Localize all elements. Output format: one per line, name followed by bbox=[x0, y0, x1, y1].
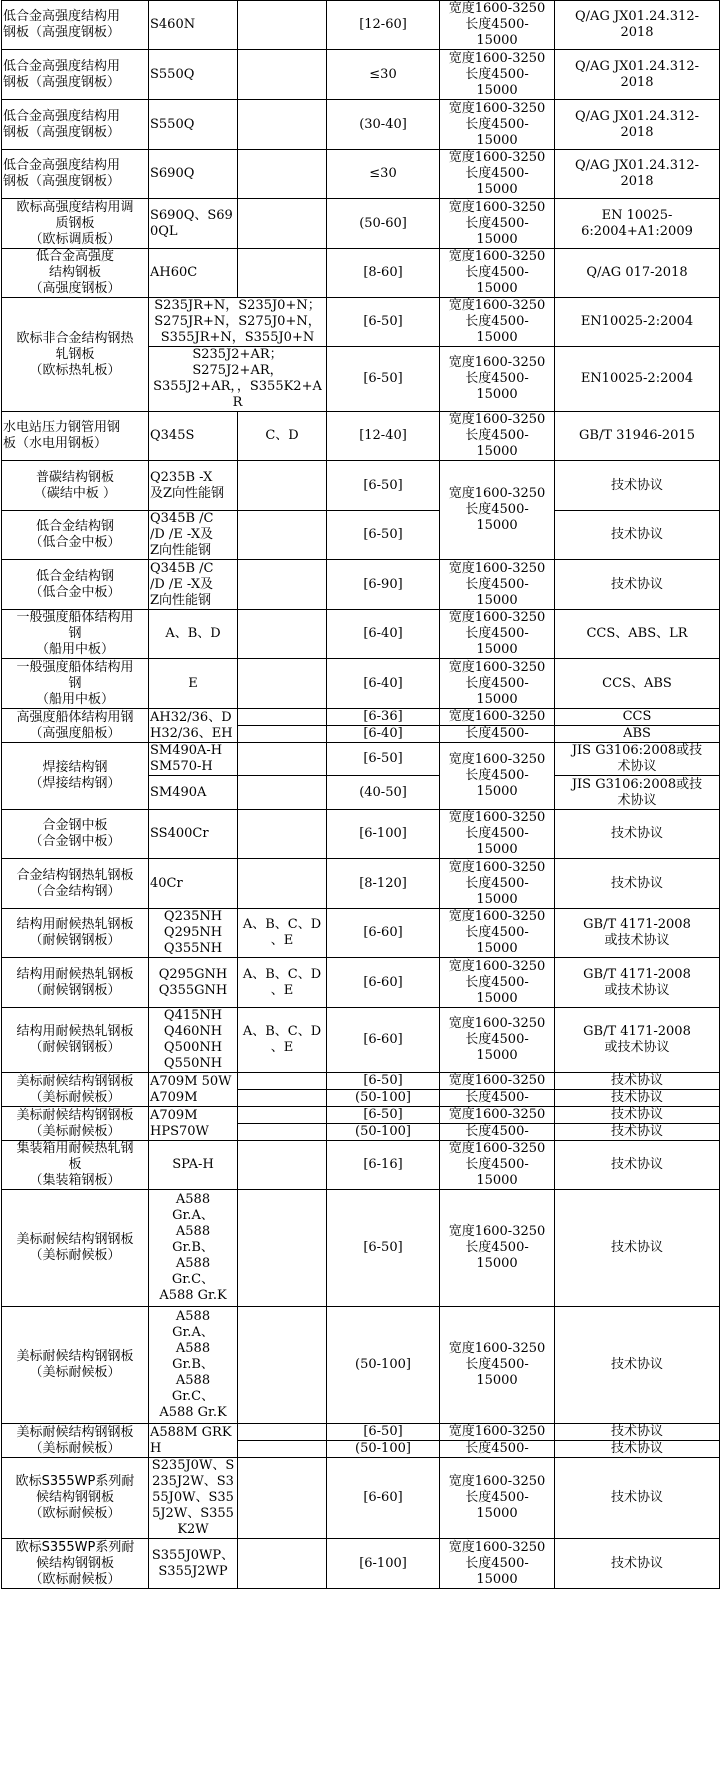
table-row bbox=[2, 1458, 720, 1539]
table-cell: SM490A bbox=[149, 776, 238, 810]
table-cell: (40-50] bbox=[327, 776, 440, 810]
table-cell: 技术协议 bbox=[555, 1073, 720, 1090]
table-cell: A588 Gr.A、 A588 Gr.B、 A588 Gr.C、 A588 Gr.K bbox=[149, 1307, 238, 1424]
table-cell bbox=[238, 150, 327, 199]
table-cell: 宽度1600-3250 长度4500- 15000 bbox=[440, 1190, 555, 1307]
table-cell: 宽度1600-3250 长度4500- 15000 bbox=[440, 1141, 555, 1190]
table-cell: [6-50] bbox=[327, 1073, 440, 1090]
table-cell: [6-50] bbox=[327, 743, 440, 776]
table-cell: A、B、D bbox=[149, 610, 238, 659]
table-cell: 40Cr bbox=[149, 859, 238, 909]
table-cell: 低合金高强度结构用 钢板（高强度钢板） bbox=[2, 150, 149, 199]
table-cell bbox=[238, 1190, 327, 1307]
table-cell: A、B、C、D 、E bbox=[238, 958, 327, 1008]
table-cell bbox=[238, 1441, 327, 1458]
table-cell: 宽度1600-3250 长度4500- 15000 bbox=[440, 743, 555, 810]
spec-table-body bbox=[2, 1, 720, 1589]
table-cell bbox=[238, 1124, 327, 1141]
table-cell: [12-60] bbox=[327, 1, 440, 50]
table-cell: (50-100] bbox=[327, 1124, 440, 1141]
table-cell: 宽度1600-3250 长度4500- 15000 bbox=[440, 560, 555, 610]
table-row bbox=[2, 461, 720, 511]
table-cell: CCS、ABS、LR bbox=[555, 610, 720, 659]
table-cell: 宽度1600-3250 长度4500- 15000 bbox=[440, 412, 555, 461]
table-cell: (50-100] bbox=[327, 1441, 440, 1458]
table-cell: A、B、C、D 、E bbox=[238, 1008, 327, 1073]
table-cell: [6-100] bbox=[327, 810, 440, 859]
table-cell: JIS G3106:2008或技 术协议 bbox=[555, 776, 720, 810]
table-cell bbox=[238, 709, 327, 726]
table-cell: 宽度1600-3250 长度4500- 15000 bbox=[440, 859, 555, 909]
table-cell: S550Q bbox=[149, 50, 238, 100]
table-cell: (50-100] bbox=[327, 1307, 440, 1424]
table-row bbox=[2, 709, 720, 726]
table-row bbox=[2, 511, 720, 560]
table-cell: Q345S bbox=[149, 412, 238, 461]
table-cell: [6-50] bbox=[327, 1190, 440, 1307]
table-cell bbox=[238, 659, 327, 709]
table-cell: ≤30 bbox=[327, 50, 440, 100]
table-cell: 宽度1600-3250 长度4500- 15000 bbox=[440, 347, 555, 412]
table-cell: 技术协议 bbox=[555, 810, 720, 859]
table-cell: 高强度船体结构用钢 （高强度船板） bbox=[2, 709, 149, 743]
table-cell: S235J0W、S 235J2W、S3 55J0W、S35 5J2W、S355 K2W bbox=[149, 1458, 238, 1539]
table-cell: 结构用耐候热轧钢板 （耐候钢钢板） bbox=[2, 909, 149, 958]
table-cell: S235J2+AR； S275J2+AR， S355J2+AR，，S355K2+AR bbox=[149, 347, 327, 412]
table-row bbox=[2, 909, 720, 958]
table-cell: [6-50] bbox=[327, 298, 440, 347]
table-cell: [6-50] bbox=[327, 461, 440, 511]
table-cell: ≤30 bbox=[327, 150, 440, 199]
table-cell bbox=[238, 461, 327, 511]
table-cell bbox=[238, 1458, 327, 1539]
table-cell: 美标耐候结构钢钢板 （美标耐候板） bbox=[2, 1073, 149, 1107]
table-cell: S550Q bbox=[149, 100, 238, 150]
table-cell bbox=[238, 1073, 327, 1090]
table-cell: 宽度1600-3250 长度4500- 15000 bbox=[440, 1539, 555, 1589]
table-cell: [6-16] bbox=[327, 1141, 440, 1190]
table-row bbox=[2, 249, 720, 298]
table-cell: Q345B /C /D /E -X及 Z向性能钢 bbox=[149, 511, 238, 560]
table-cell: [12-40] bbox=[327, 412, 440, 461]
table-cell: CCS、ABS bbox=[555, 659, 720, 709]
table-cell: E bbox=[149, 659, 238, 709]
table-cell: [6-36] bbox=[327, 709, 440, 726]
table-row bbox=[2, 412, 720, 461]
table-cell: GB/T 4171-2008 或技术协议 bbox=[555, 909, 720, 958]
table-cell: GB/T 4171-2008 或技术协议 bbox=[555, 1008, 720, 1073]
table-cell: 技术协议 bbox=[555, 1124, 720, 1141]
table-cell: SM490A-H SM570-H bbox=[149, 743, 238, 776]
table-cell bbox=[238, 810, 327, 859]
table-cell: 技术协议 bbox=[555, 511, 720, 560]
table-cell: [6-60] bbox=[327, 1008, 440, 1073]
table-row bbox=[2, 1, 720, 50]
table-cell: 结构用耐候热轧钢板 （耐候钢钢板） bbox=[2, 1008, 149, 1073]
table-cell: 技术协议 bbox=[555, 1141, 720, 1190]
table-cell: 合金结构钢热轧钢板 （合金结构钢） bbox=[2, 859, 149, 909]
table-cell: 宽度1600-3250 bbox=[440, 1073, 555, 1090]
table-cell: CCS bbox=[555, 709, 720, 726]
table-cell: EN 10025- 6:2004+A1:2009 bbox=[555, 199, 720, 249]
table-cell: A、B、C、D 、E bbox=[238, 909, 327, 958]
table-row bbox=[2, 659, 720, 709]
table-cell: 宽度1600-3250 长度4500- 15000 bbox=[440, 249, 555, 298]
table-cell: Q/AG JX01.24.312- 2018 bbox=[555, 100, 720, 150]
table-cell: 技术协议 bbox=[555, 560, 720, 610]
table-cell: 低合金结构钢 （低合金中板） bbox=[2, 560, 149, 610]
table-cell: 宽度1600-3250 长度4500- 15000 bbox=[440, 298, 555, 347]
table-cell: 合金钢中板 （合金钢中板） bbox=[2, 810, 149, 859]
table-cell: 技术协议 bbox=[555, 1539, 720, 1589]
table-row bbox=[2, 1539, 720, 1589]
table-cell: [6-60] bbox=[327, 1458, 440, 1539]
table-cell bbox=[238, 1539, 327, 1589]
table-cell: 欧标非合金结构钢热 轧钢板 （欧标热轧板） bbox=[2, 298, 149, 412]
table-cell: 低合金高强度 结构钢板 （高强度钢板） bbox=[2, 249, 149, 298]
steel-plate-spec-table bbox=[1, 0, 720, 1589]
table-cell bbox=[238, 610, 327, 659]
table-cell: [8-120] bbox=[327, 859, 440, 909]
table-cell: 技术协议 bbox=[555, 1458, 720, 1539]
table-cell: 普碳结构钢板 （碳结中板 ） bbox=[2, 461, 149, 511]
table-cell: ABS bbox=[555, 726, 720, 743]
table-cell: 美标耐候结构钢钢板 （美标耐候板） bbox=[2, 1307, 149, 1424]
table-cell: 欧标S355WP系列耐 候结构钢钢板 （欧标耐候板） bbox=[2, 1539, 149, 1589]
table-cell: 技术协议 bbox=[555, 1090, 720, 1107]
table-row bbox=[2, 150, 720, 199]
table-cell: Q/AG JX01.24.312- 2018 bbox=[555, 1, 720, 50]
table-cell: 宽度1600-3250 bbox=[440, 1424, 555, 1441]
table-cell: Q345B /C /D /E -X及 Z向性能钢 bbox=[149, 560, 238, 610]
table-cell: Q415NH Q460NH Q500NH Q550NH bbox=[149, 1008, 238, 1073]
table-cell: Q235NH Q295NH Q355NH bbox=[149, 909, 238, 958]
table-cell: 宽度1600-3250 长度4500- 15000 bbox=[440, 659, 555, 709]
table-cell bbox=[238, 743, 327, 776]
table-cell bbox=[238, 560, 327, 610]
table-cell: 宽度1600-3250 长度4500- 15000 bbox=[440, 909, 555, 958]
table-cell: 宽度1600-3250 长度4500- 15000 bbox=[440, 1307, 555, 1424]
table-row bbox=[2, 1307, 720, 1424]
table-cell: AH60C bbox=[149, 249, 238, 298]
table-row bbox=[2, 1073, 720, 1090]
table-cell: (50-100] bbox=[327, 1090, 440, 1107]
table-cell: C、D bbox=[238, 412, 327, 461]
table-cell: 宽度1600-3250 长度4500- 15000 bbox=[440, 958, 555, 1008]
table-cell: 技术协议 bbox=[555, 859, 720, 909]
table-cell: [6-60] bbox=[327, 958, 440, 1008]
table-cell: A588M GRKH bbox=[149, 1424, 238, 1458]
table-cell: 宽度1600-3250 长度4500- 15000 bbox=[440, 100, 555, 150]
table-row bbox=[2, 199, 720, 249]
table-row bbox=[2, 1190, 720, 1307]
table-cell: 一般强度船体结构用 钢 （船用中板） bbox=[2, 610, 149, 659]
table-cell: [6-60] bbox=[327, 909, 440, 958]
table-cell: 美标耐候结构钢钢板 （美标耐候板） bbox=[2, 1424, 149, 1458]
table-cell bbox=[238, 100, 327, 150]
table-cell: [6-100] bbox=[327, 1539, 440, 1589]
table-cell: 宽度1600-3250 长度4500- 15000 bbox=[440, 1008, 555, 1073]
table-cell: [6-50] bbox=[327, 1107, 440, 1124]
table-row bbox=[2, 1107, 720, 1124]
table-row bbox=[2, 1008, 720, 1073]
table-cell: 技术协议 bbox=[555, 1441, 720, 1458]
table-cell: (30-40] bbox=[327, 100, 440, 150]
table-cell: 结构用耐候热轧钢板 （耐候钢钢板） bbox=[2, 958, 149, 1008]
table-cell bbox=[238, 726, 327, 743]
table-cell: [6-40] bbox=[327, 726, 440, 743]
table-cell: 低合金结构钢 （低合金中板） bbox=[2, 511, 149, 560]
table-cell: 技术协议 bbox=[555, 1107, 720, 1124]
table-row bbox=[2, 50, 720, 100]
table-cell: GB/T 31946-2015 bbox=[555, 412, 720, 461]
table-cell: EN10025-2:2004 bbox=[555, 347, 720, 412]
table-cell bbox=[238, 249, 327, 298]
table-cell: 宽度1600-3250 长度4500- 15000 bbox=[440, 1, 555, 50]
table-row bbox=[2, 100, 720, 150]
table-cell: 一般强度船体结构用 钢 （船用中板） bbox=[2, 659, 149, 709]
table-row bbox=[2, 298, 720, 347]
table-cell: [6-90] bbox=[327, 560, 440, 610]
table-cell: 欧标S355WP系列耐 候结构钢钢板 （欧标耐候板） bbox=[2, 1458, 149, 1539]
table-cell: S355J0WP、 S355J2WP bbox=[149, 1539, 238, 1589]
table-cell: 低合金高强度结构用 钢板（高强度钢板） bbox=[2, 50, 149, 100]
table-cell: Q/AG JX01.24.312- 2018 bbox=[555, 150, 720, 199]
table-cell: S690Q、S69 0QL bbox=[149, 199, 238, 249]
table-cell: 宽度1600-3250 长度4500- 15000 bbox=[440, 810, 555, 859]
table-cell: 长度4500- bbox=[440, 726, 555, 743]
table-cell: [6-50] bbox=[327, 1424, 440, 1441]
table-cell: 长度4500- bbox=[440, 1441, 555, 1458]
table-cell: 宽度1600-3250 bbox=[440, 709, 555, 726]
table-cell bbox=[238, 1141, 327, 1190]
table-row bbox=[2, 560, 720, 610]
table-cell: 低合金高强度结构用 钢板（高强度钢板） bbox=[2, 100, 149, 150]
table-cell: 技术协议 bbox=[555, 1307, 720, 1424]
table-cell: 水电站压力钢管用钢 板（水电用钢板） bbox=[2, 412, 149, 461]
table-cell bbox=[238, 859, 327, 909]
table-cell: 长度4500- bbox=[440, 1124, 555, 1141]
table-cell: 技术协议 bbox=[555, 461, 720, 511]
table-cell: 美标耐候结构钢钢板 （美标耐候板） bbox=[2, 1190, 149, 1307]
table-cell: 宽度1600-3250 长度4500- 15000 bbox=[440, 50, 555, 100]
table-row bbox=[2, 810, 720, 859]
table-cell bbox=[238, 1107, 327, 1124]
table-cell: 宽度1600-3250 长度4500- 15000 bbox=[440, 610, 555, 659]
table-cell bbox=[238, 776, 327, 810]
table-row bbox=[2, 1424, 720, 1441]
table-cell: 宽度1600-3250 bbox=[440, 1107, 555, 1124]
table-cell: 焊接结构钢 （焊接结构钢） bbox=[2, 743, 149, 810]
table-cell: 长度4500- bbox=[440, 1090, 555, 1107]
table-row bbox=[2, 859, 720, 909]
table-cell: 技术协议 bbox=[555, 1190, 720, 1307]
table-cell: [6-50] bbox=[327, 347, 440, 412]
table-cell: 宽度1600-3250 长度4500- 15000 bbox=[440, 461, 555, 560]
table-cell: EN10025-2:2004 bbox=[555, 298, 720, 347]
table-cell bbox=[238, 50, 327, 100]
table-cell: SPA-H bbox=[149, 1141, 238, 1190]
table-cell: S235JR+N，S235J0+N； S275JR+N，S275J0+N， S355JR+N，S355J0+N bbox=[149, 298, 327, 347]
table-cell: [6-40] bbox=[327, 659, 440, 709]
table-cell: A588 Gr.A、 A588 Gr.B、 A588 Gr.C、 A588 Gr.K bbox=[149, 1190, 238, 1307]
table-cell bbox=[238, 1090, 327, 1107]
table-cell: Q/AG JX01.24.312- 2018 bbox=[555, 50, 720, 100]
table-cell: 欧标高强度结构用调 质钢板 （欧标调质板） bbox=[2, 199, 149, 249]
table-row bbox=[2, 610, 720, 659]
table-cell: 宽度1600-3250 长度4500- 15000 bbox=[440, 150, 555, 199]
table-cell: 宽度1600-3250 长度4500- 15000 bbox=[440, 199, 555, 249]
table-cell: 美标耐候结构钢钢板 （美标耐候板） bbox=[2, 1107, 149, 1141]
table-cell: A709M 50W A709M bbox=[149, 1073, 238, 1107]
table-cell: Q235B -X 及Z向性能钢 bbox=[149, 461, 238, 511]
table-cell: [6-50] bbox=[327, 511, 440, 560]
table-cell: Q/AG 017-2018 bbox=[555, 249, 720, 298]
table-cell bbox=[238, 1, 327, 50]
table-cell: JIS G3106:2008或技 术协议 bbox=[555, 743, 720, 776]
table-cell: AH32/36、D H32/36、EH bbox=[149, 709, 238, 743]
table-cell: A709M HPS70W bbox=[149, 1107, 238, 1141]
table-cell: Q295GNH Q355GNH bbox=[149, 958, 238, 1008]
table-cell bbox=[238, 1307, 327, 1424]
table-cell: 技术协议 bbox=[555, 1424, 720, 1441]
table-cell: SS400Cr bbox=[149, 810, 238, 859]
table-cell: [6-40] bbox=[327, 610, 440, 659]
table-cell bbox=[238, 1424, 327, 1441]
table-cell: 低合金高强度结构用 钢板（高强度钢板） bbox=[2, 1, 149, 50]
table-cell: [8-60] bbox=[327, 249, 440, 298]
table-cell: 宽度1600-3250 长度4500- 15000 bbox=[440, 1458, 555, 1539]
table-row bbox=[2, 1141, 720, 1190]
table-cell: (50-60] bbox=[327, 199, 440, 249]
table-row bbox=[2, 958, 720, 1008]
table-cell: GB/T 4171-2008 或技术协议 bbox=[555, 958, 720, 1008]
table-row bbox=[2, 743, 720, 776]
table-cell: S690Q bbox=[149, 150, 238, 199]
table-cell bbox=[238, 199, 327, 249]
table-cell bbox=[238, 511, 327, 560]
table-cell: 集装箱用耐候热轧钢 板 （集装箱钢板） bbox=[2, 1141, 149, 1190]
table-cell: S460N bbox=[149, 1, 238, 50]
